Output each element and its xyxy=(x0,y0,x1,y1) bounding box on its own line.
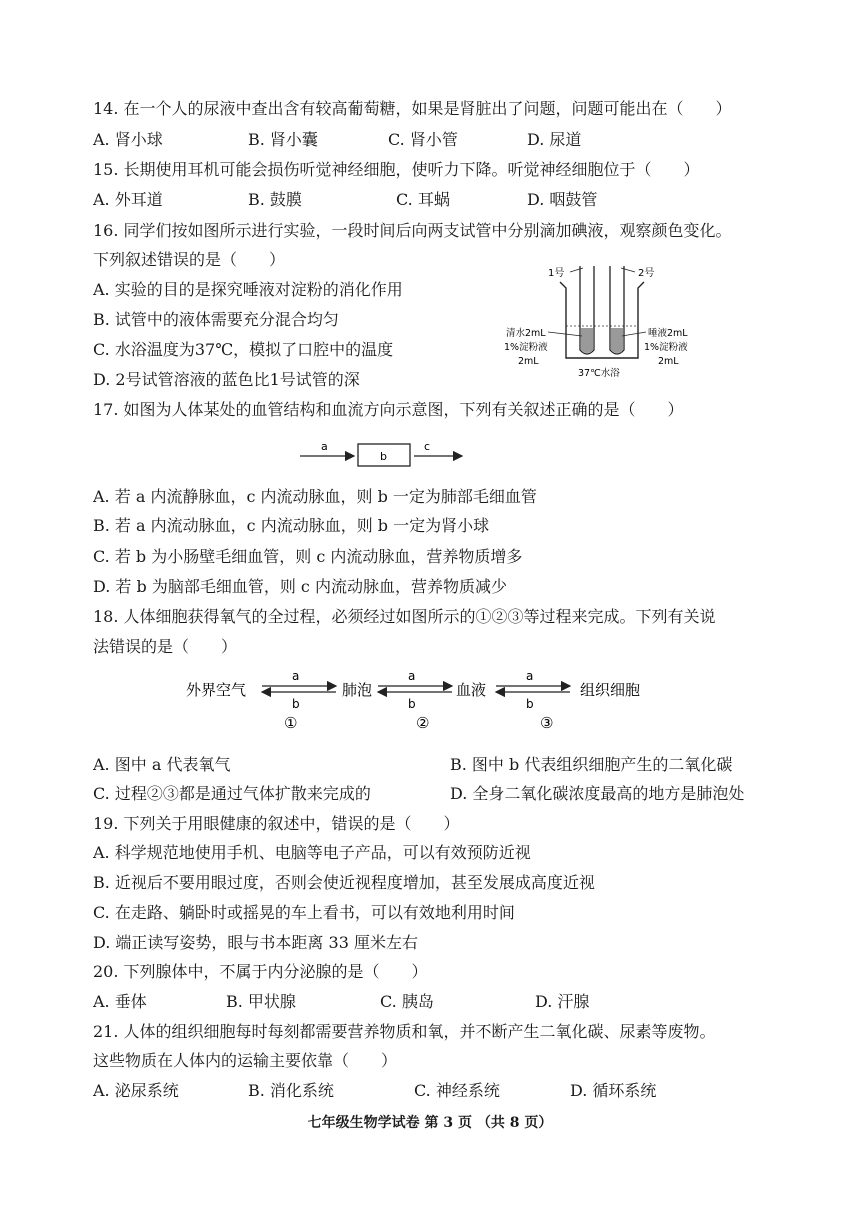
q20-option-d: D. 汗腺 xyxy=(535,992,590,1011)
arrow-2-b-label: b xyxy=(408,697,416,711)
q17-option-b: B. 若 a 内流动脉血，c 内流动脉血，则 b 一定为肾小球 xyxy=(93,516,490,535)
q16-option-d: D. 2号试管溶液的蓝色比1号试管的深 xyxy=(93,370,360,389)
q18-option-c: C. 过程②③都是通过气体扩散来完成的 xyxy=(93,784,371,803)
q20-option-c: C. 胰岛 xyxy=(380,992,434,1011)
q19-option-b: B. 近视后不要用眼过度，否则会使近视程度增加，甚至发展成高度近视 xyxy=(93,873,595,892)
q21-option-c: C. 神经系统 xyxy=(414,1081,500,1100)
bath-label: 37℃水浴 xyxy=(578,368,620,379)
node-blood: 血液 xyxy=(456,681,487,699)
q15-option-b: B. 鼓膜 xyxy=(248,190,302,209)
arrow-3-a-label: a xyxy=(526,669,534,683)
label-b: b xyxy=(380,450,387,463)
q20-option-b: B. 甲状腺 xyxy=(226,992,296,1011)
q14-option-c: C. 肾小管 xyxy=(388,130,458,149)
q17-vessel-figure xyxy=(296,436,476,470)
right-label-3: 2mL xyxy=(658,356,679,367)
q16-test-tube-figure xyxy=(500,258,710,382)
left-label-2: 1%淀粉液 xyxy=(504,342,548,353)
node-outside-air: 外界空气 xyxy=(186,681,247,699)
q14-option-a: A. 肾小球 xyxy=(93,130,163,149)
q18-gas-exchange-figure xyxy=(180,666,660,736)
tube-2-leader xyxy=(621,268,635,272)
q18-stem-line1: 18. 人体细胞获得氧气的全过程，必须经过如图所示的①②③等过程来完成。下列有关说 xyxy=(93,607,716,626)
label-a: a xyxy=(321,440,328,453)
q17-stem: 17. 如图为人体某处的血管结构和血流方向示意图，下列有关叙述正确的是（ ） xyxy=(93,400,684,419)
q17-option-c: C. 若 b 为小肠壁毛细血管，则 c 内流动脉血，营养物质增多 xyxy=(93,547,523,566)
node-tissue-cells: 组织细胞 xyxy=(580,681,641,699)
q15-option-d: D. 咽鼓管 xyxy=(527,190,598,209)
q15-stem: 15. 长期使用耳机可能会损伤听觉神经细胞，使听力下降。听觉神经细胞位于（ ） xyxy=(93,160,700,179)
beaker-outline xyxy=(560,282,644,358)
arrow-1-b-label: b xyxy=(292,697,300,711)
q14-stem: 14. 在一个人的尿液中查出含有较高葡萄糖，如果是肾脏出了问题，问题可能出在（ ） xyxy=(93,99,732,118)
page-footer: 七年级生物学试卷 第 3 页 （共 8 页） xyxy=(307,1115,553,1131)
q15-option-a: A. 外耳道 xyxy=(93,190,163,209)
q19-stem: 19. 下列关于用眼健康的叙述中，错误的是（ ） xyxy=(93,814,460,833)
left-leader xyxy=(548,332,582,336)
step-3: ③ xyxy=(540,714,554,732)
right-label-1: 唾液2mL xyxy=(648,328,688,339)
right-leader xyxy=(622,332,646,336)
tube-2-label: 2号 xyxy=(638,268,655,279)
step-1: ① xyxy=(284,714,298,732)
q17-option-d: D. 若 b 为脑部毛细血管，则 c 内流动脉血，营养物质减少 xyxy=(93,577,507,596)
q17-option-a: A. 若 a 内流静脉血，c 内流动脉血，则 b 一定为肺部毛细血管 xyxy=(93,487,537,506)
q19-option-a: A. 科学规范地使用手机、电脑等电子产品，可以有效预防近视 xyxy=(93,843,531,862)
tube-2-liquid xyxy=(611,328,623,353)
tube-1-label: 1号 xyxy=(548,268,565,279)
q20-stem: 20. 下列腺体中，不属于内分泌腺的是（ ） xyxy=(93,962,428,981)
q21-option-b: B. 消化系统 xyxy=(248,1081,334,1100)
arrow-2-a-label: a xyxy=(408,669,416,683)
q19-option-c: C. 在走路、躺卧时或摇晃的车上看书，可以有效地利用时间 xyxy=(93,903,515,922)
q18-stem-line2: 法错误的是（ ） xyxy=(93,637,238,656)
tube-1-liquid xyxy=(581,328,593,353)
q14-option-b: B. 肾小囊 xyxy=(248,130,318,149)
tube-1-leader xyxy=(570,268,583,272)
node-alveoli: 肺泡 xyxy=(342,681,373,699)
arrow-1-a-label: a xyxy=(292,669,300,683)
q18-option-d: D. 全身二氧化碳浓度最高的地方是肺泡处 xyxy=(450,784,745,803)
left-label-1: 清水2mL xyxy=(506,328,546,339)
q18-option-a: A. 图中 a 代表氧气 xyxy=(93,755,231,774)
q16-option-c: C. 水浴温度为37℃，模拟了口腔中的温度 xyxy=(93,340,394,359)
q18-option-b: B. 图中 b 代表组织细胞产生的二氧化碳 xyxy=(450,755,733,774)
q15-option-c: C. 耳蜗 xyxy=(396,190,450,209)
q21-option-a: A. 泌尿系统 xyxy=(93,1081,179,1100)
q21-option-d: D. 循环系统 xyxy=(570,1081,657,1100)
label-c: c xyxy=(424,440,431,453)
q16-option-a: A. 实验的目的是探究唾液对淀粉的消化作用 xyxy=(93,280,403,299)
q16-stem-line2: 下列叙述错误的是（ ） xyxy=(93,250,286,269)
q14-option-d: D. 尿道 xyxy=(527,130,582,149)
q21-stem-line1: 21. 人体的组织细胞每时每刻都需要营养物质和氧，并不断产生二氧化碳、尿素等废物。 xyxy=(93,1022,716,1041)
arrow-3-b-label: b xyxy=(526,697,534,711)
q16-stem-line1: 16. 同学们按如图所示进行实验，一段时间后向两支试管中分别滴加碘液，观察颜色变化。 xyxy=(93,221,732,240)
q21-stem-line2: 这些物质在人体内的运输主要依靠（ ） xyxy=(93,1051,398,1070)
left-label-3: 2mL xyxy=(518,356,539,367)
q16-option-b: B. 试管中的液体需要充分混合均匀 xyxy=(93,310,339,329)
q20-option-a: A. 垂体 xyxy=(93,992,147,1011)
q19-option-d: D. 端正读写姿势，眼与书本距离 33 厘米左右 xyxy=(93,933,418,952)
step-2: ② xyxy=(416,714,430,732)
right-label-2: 1%淀粉液 xyxy=(644,342,688,353)
